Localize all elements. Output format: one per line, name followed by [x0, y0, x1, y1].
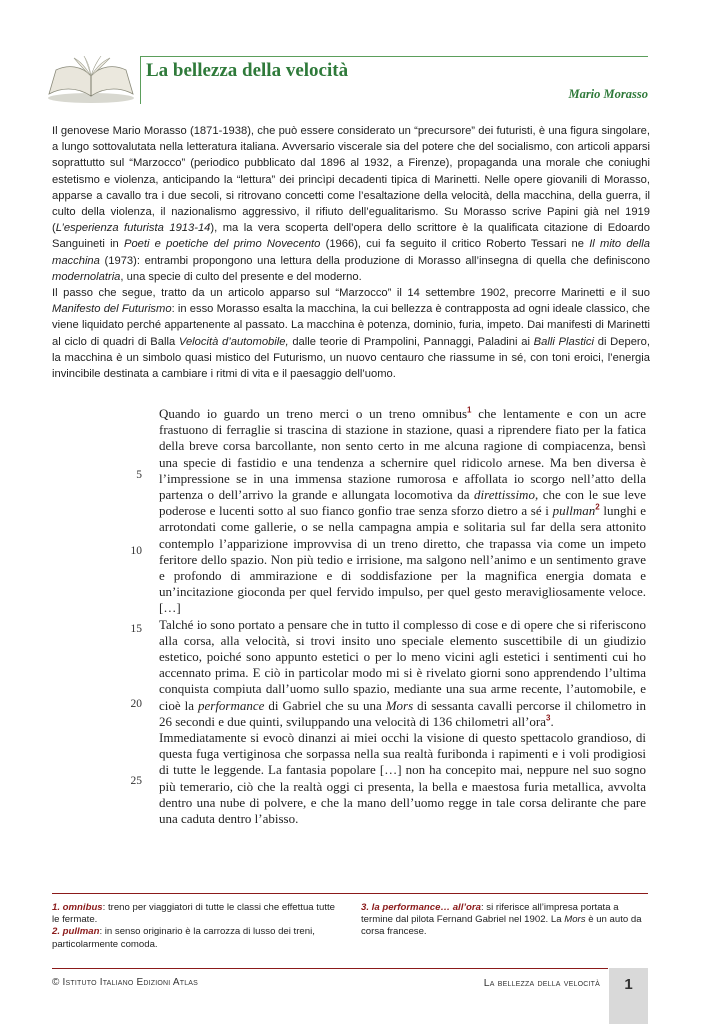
passage-paragraph: Immediatamente si evocò dinanzi ai miei occhi la visione di questo spettacolo grandioso, di questa fuga vertiginosa che sorpassa nella sua realtà furibonda i rapimenti e i voli prodigiosi di tutte le leggende. La fantasia popolare […] non ha concepito mai, neppure nel suo sogno più temerario, ciò che la realtà oggi ci presenta, la bella e maestosa furia metallica, avvolta dentro una nube di polvere, e che la mano dell’uomo regge in tale corsa delirante che pare una caduta dentro l’abisso.: [159, 730, 646, 827]
header-rule-vertical: [140, 56, 141, 104]
footnote-ref[interactable]: 1: [467, 405, 472, 415]
passage-paragraph: Quando io guardo un treno merci o un treno omnibus$^1$ che lentamente e con un acre frastuono di ferraglie si trascina di stazione in stazione, quasi a riprendere fiato per la fatica della breve corsa barcollante, non sento certo in me alcuna ragione di compiacenza, bensì una specie di fastidio e una tendenza a schernire quel ridicolo arnese. Ma ben diversa è l’impressione se in una immensa stazione rumorosa e affollata io scorgo nell’atto della partenza o dell’arrivo la grande e allungata locomotiva da direttissimo, che con le sue leve poderose e lucenti sotto al suo fianco gonfio trae senza sforzo dietro a sé i pullman$^2$ lunghi e arrotondati come gallerie, o se nella campagna ampia e solitaria sul far della sera attonito contemplo l’apparizione improvvisa di un treno diretto, che trapassa via come un impeto feritore dello spazio. Non più tedio e irrisione, ma salgono nell’animo e un sentimento grave e profondo di ammirazione e di soddisfazione per la magnifica energia domata e un’incitazione gioconda per quel fervido impulso, per quel gesto meravigliosamente veloce. […]: [159, 405, 646, 616]
footer-rule: [52, 968, 608, 969]
intro-paragraph: Il passo che segue, tratto da un articolo apparso sul “Marzocco” il 14 settembre 1902, precorre Marinetti e il suo Manifesto del Futurismo: in esso Morasso esalta la macchina, la cui bellezza è contrapposta ad ogni ideale classico, che viene liquidato perché appartenente al passato. La macchina è potenza, dominio, furia, impeto. Dai manifesti di Marinetti al ciclo di quadri di Balla Velocità d’automobile, dalle teorie di Prampolini, Pannaggi, Paladini ai Balli Plastici di Depero, la macchina è un simbolo quasi mistico del Futurismo, un nuovo centauro che riassume in sé, con toni eroici, l’energia invincibile destinata a cambiare i ritmi di vita e il paesaggio dell’uomo.: [52, 287, 650, 381]
line-number: 20: [130, 698, 142, 710]
open-book-icon: [46, 56, 136, 104]
quoted-passage: [159, 406, 646, 827]
footnotes-left: [52, 902, 342, 951]
line-number: 25: [130, 775, 142, 787]
footer-copyright: © Istituto Italiano Edizioni Atlas: [52, 977, 199, 988]
line-number: 5: [136, 469, 142, 481]
footnote: 3. la performance… all’ora: si riferisce all’impresa portata a termine dal pilota Fernand Gabriel nel 1902. La Mors è un auto da corsa francese.: [361, 902, 642, 938]
header-rule: [140, 56, 648, 57]
footnotes-right: [361, 902, 651, 939]
intro-paragraph: Il genovese Mario Morasso (1871-1938), che può essere considerato un “precursore” dei futuristi, è una figura singolare, a lungo sottovalutata nella letteratura italiana. Avversario viscerale sia del potere che del socialismo, con articoli apparsi soprattutto sul “Marzocco” (periodico pubblicato dal 1896 al 1932, a Firenze), propaganda una morale che coniughi estetismo e violenza, anticipando la “lettura” dei princìpi decadenti tipica di Marinetti. Nelle opere giovanili di Morasso, apparse a cavallo tra i due secoli, si ritrovano concetti come l’esaltazione della velocità, della macchina, della guerra, il culto della violenza, il nazionalismo aggressivo, il rifiuto dell’egualitarismo. Su Morasso scrive Papini già nel 1919 (L’esperienza futurista 1913-14), ma la vera scoperta dell’opera dello scrittore è la qualificata citazione di Edoardo Sanguineti in Poeti e poetiche del primo Novecento (1966), cui fa seguito il critico Roberto Tessari ne Il mito della macchina (1973): entrambi propongono una lettura della produzione di Morasso all’insegna di quella che definiscono modernolatria, una specie di culto del presente e del moderno.: [52, 125, 651, 283]
footnote: 1. omnibus: treno per viaggiatori di tutte le classi che effettua tutte le fermate.: [52, 902, 335, 926]
line-number: 10: [130, 545, 142, 557]
page-number: 1: [609, 968, 648, 1024]
notes-rule: [52, 893, 648, 894]
footnote: 2. pullman: in senso originario è la carrozza di lusso dei treni, particolarmente comoda.: [52, 926, 315, 950]
footer-running-title: La bellezza della velocità: [483, 977, 600, 989]
page-title: La bellezza della velocità: [146, 60, 349, 81]
passage-paragraph: Talché io sono portato a pensare che in tutto il complesso di cose e di opere che si riferiscono alla corsa, alla velocità, si trovi insito uno speciale elemento suscettibile di un giudizio estetico, poiché sono appunto estetici o per lo meno vicini agli estetici i sentimenti cui ho accennato prima. E ciò in particolar modo mi si è rivelato giorni sono apprendendo l’ultima conquista compiuta dall’uomo sullo spazio, mediante una sua arme recente, l’automobile, e cioè la performance di Gabriel che su una Mors di sessanta cavalli percorse il chilometro in 26 secondi e due quinti, sviluppando una velocità di 136 chilometri all’ora$^3$.: [159, 616, 646, 729]
footnote-ref[interactable]: 3: [546, 713, 551, 723]
intro-text: [52, 123, 650, 382]
footnote-ref[interactable]: 2: [595, 502, 600, 512]
line-number: 15: [130, 623, 142, 635]
page-author: Mario Morasso: [568, 87, 648, 101]
